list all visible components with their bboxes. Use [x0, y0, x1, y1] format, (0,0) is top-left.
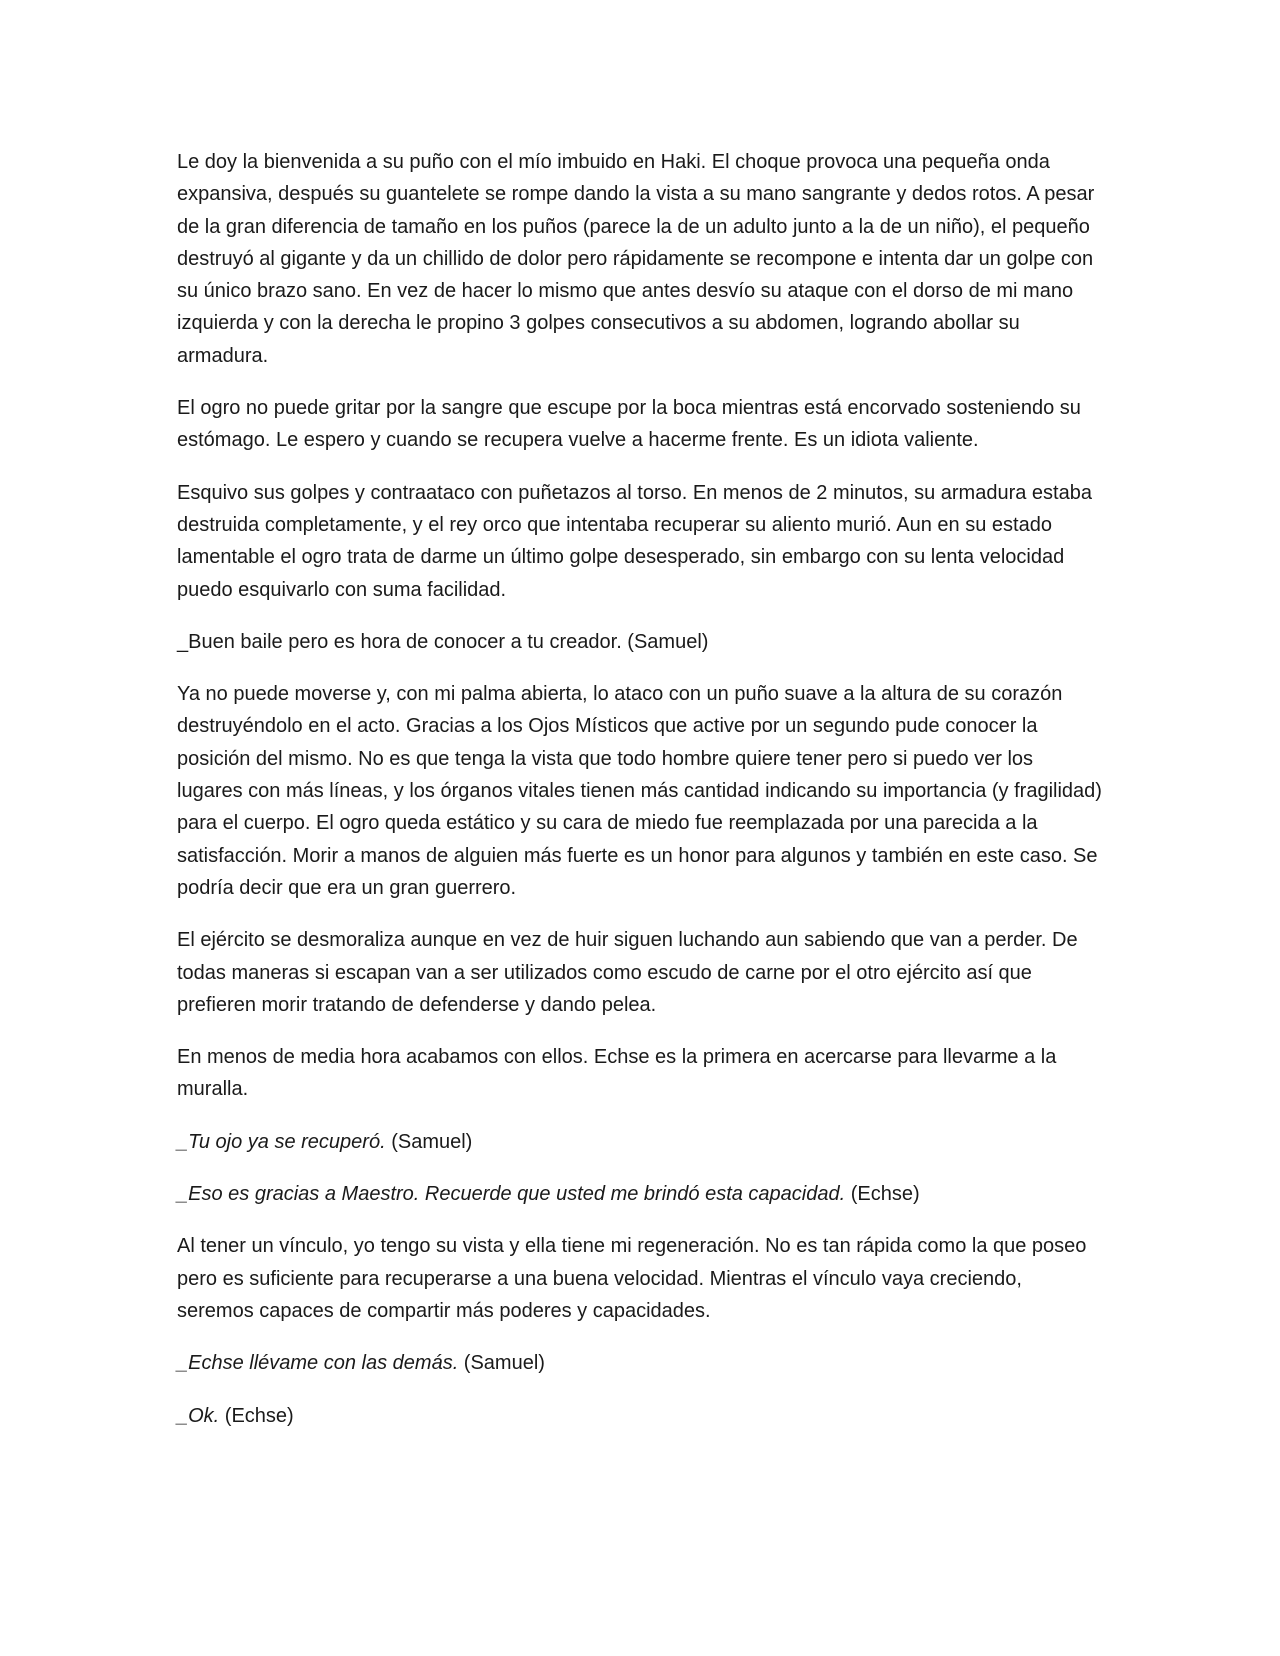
- dialog-speaker: (Samuel): [458, 1352, 545, 1375]
- dialog-speech: _Eso es gracias a Maestro. Recuerde que usted me brindó esta capacidad.: [177, 1183, 846, 1206]
- dialog-line-samuel-eye: [177, 1126, 1102, 1158]
- paragraph-half-hour: En menos de media hora acabamos con ellos. Echse es la primera en acercarse para llevarme a la muralla.: [177, 1046, 1057, 1101]
- dialog-speaker: (Samuel): [385, 1130, 473, 1153]
- dialog-speaker: (Echse): [219, 1404, 294, 1427]
- dialog-line-samuel-take-me: [177, 1347, 1102, 1379]
- paragraph-heart-strike: Ya no puede moverse y, con mi palma abierta, lo ataco con un puño suave a la altura de su corazón destruyéndolo en el acto. Gracias a los Ojos Místicos que active por un segundo pude conocer la posición del mismo. No es que tenga la vista que todo hombre quiere tener pero si puedo ver los lugares con más líneas, y los órganos vitales tienen más cantidad indicando su importancia (y fragilidad) para el cuerpo. El ogro queda estático y su cara de miedo fue reemplazada por una parecida a la satisfacción. Morir a manos de alguien más fuerte es un honor para algunos y también en este caso. Se podría decir que era un gran guerrero.: [177, 683, 1102, 899]
- paragraph-bond: Al tener un vínculo, yo tengo su vista y ella tiene mi regeneración. No es tan rápida como la que poseo pero es suficiente para recuperarse a una buena velocidad. Mientras el vínculo vaya creciendo, seremos capaces de compartir más poderes y capacidades.: [177, 1235, 1087, 1322]
- document-page: [177, 146, 1102, 1452]
- dialog-speech: _Ok.: [177, 1404, 220, 1427]
- dialog-line-echse-ok: [177, 1400, 1102, 1432]
- paragraph-ogre-stomach: El ogro no puede gritar por la sangre que escupe por la boca mientras está encorvado sosteniendo su estómago. Le espero y cuando se recupera vuelve a hacerme frente. Es un idiota valiente.: [177, 397, 1081, 452]
- paragraph-dodge-counter: Esquivo sus golpes y contraataco con puñetazos al torso. En menos de 2 minutos, su armadura estaba destruida completamente, y el rey orco que intentaba recuperar su aliento murió. Aun en su estado lamentable el ogro trata de darme un último golpe desesperado, sin embargo con su lenta velocidad puedo esquivarlo con suma facilidad.: [177, 481, 1092, 601]
- paragraph-haki-punch: Le doy la bienvenida a su puño con el mío imbuido en Haki. El choque provoca una pequeña onda expansiva, después su guantelete se rompe dando la vista a su mano sangrante y dedos rotos. A pesar de la gran diferencia de tamaño en los puños (parece la de un adulto junto a la de un niño), el pequeño destruyó al gigante y da un chillido de dolor pero rápidamente se recompone e intenta dar un golpe con su único brazo sano. En vez de hacer lo mismo que antes desvío su ataque con el dorso de mi mano izquierda y con la derecha le propino 3 golpes consecutivos a su abdomen, logrando abollar su armadura.: [177, 151, 1095, 367]
- dialog-line-echse-master: [177, 1178, 1102, 1210]
- dialog-speech: _Echse llévame con las demás.: [177, 1352, 459, 1375]
- dialog-line-samuel-creator: _Buen baile pero es hora de conocer a tu creador. (Samuel): [177, 630, 709, 653]
- dialog-speaker: (Echse): [845, 1183, 920, 1206]
- paragraph-army-demoralized: El ejército se desmoraliza aunque en vez de huir siguen luchando aun sabiendo que van a perder. De todas maneras si escapan van a ser utilizados como escudo de carne por el otro ejército así que prefieren morir tratando de defenderse y dando pelea.: [177, 929, 1078, 1016]
- dialog-speech: _Tu ojo ya se recuperó.: [177, 1130, 386, 1153]
